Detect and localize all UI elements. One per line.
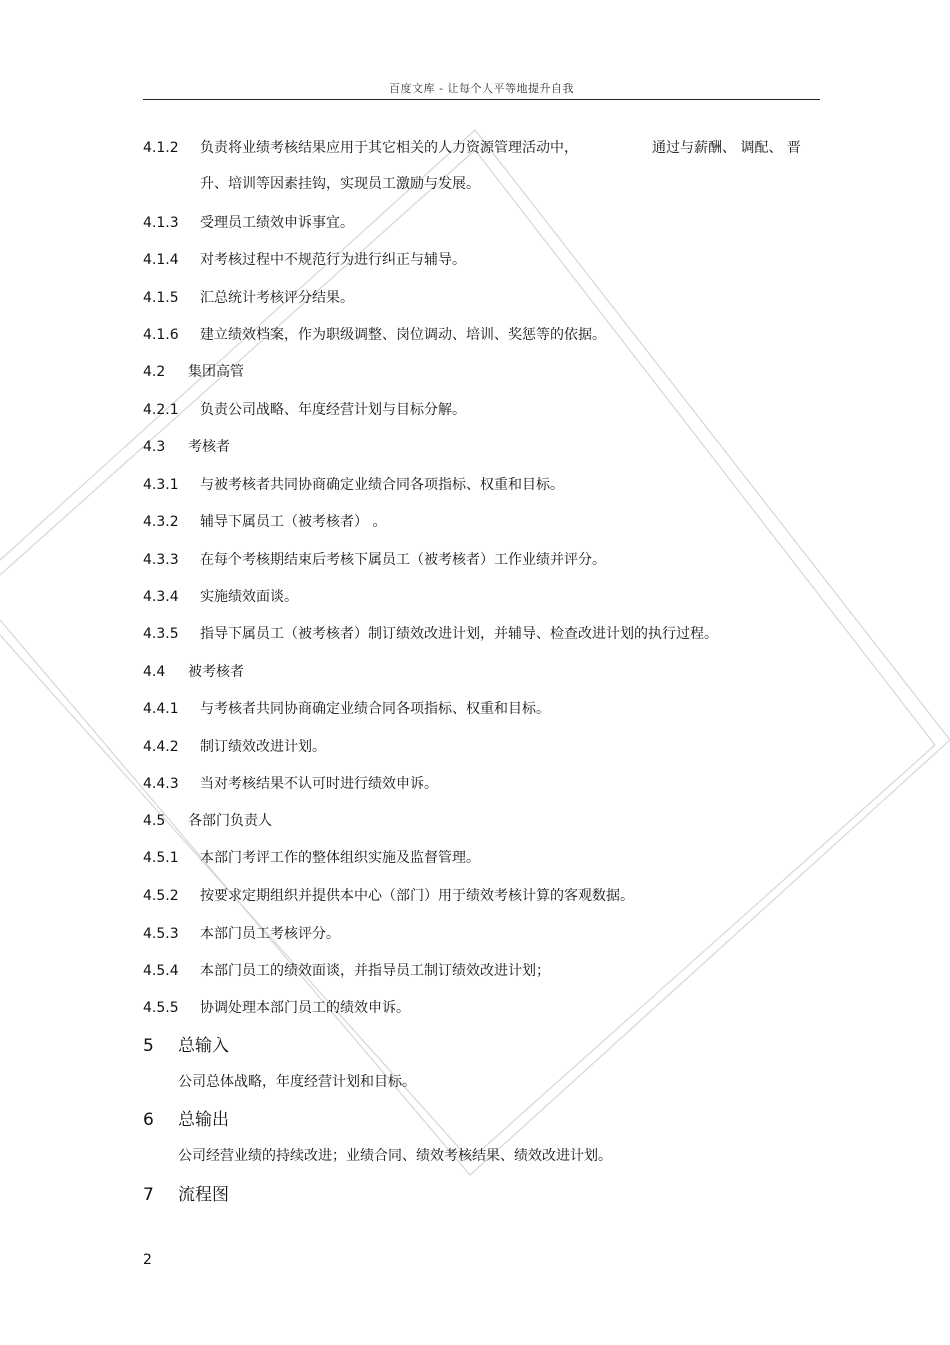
- item-text: 指导下属员工（被考核者）制订绩效改进计划，并辅导、检查改进计划的执行过程。: [200, 626, 718, 642]
- subsection-title: 被考核者: [188, 664, 244, 680]
- subsection-number: 4.4: [143, 664, 166, 680]
- subsection-title: 集团高管: [188, 364, 244, 380]
- item-number: 4.1.5: [143, 290, 179, 306]
- item-text: 本部门员工考核评分。: [200, 926, 340, 942]
- item-text: 当对考核结果不认可时进行绩效申诉。: [200, 776, 438, 792]
- item-number: 4.1.2: [143, 140, 179, 156]
- item-text-continued: 通过与薪酬、 调配、 晋: [652, 140, 801, 156]
- item-text: 对考核过程中不规范行为进行纠正与辅导。: [200, 252, 466, 268]
- section-body: 公司经营业绩的持续改进；业绩合同、绩效考核结果、绩效改进计划。: [178, 1148, 612, 1164]
- section-title: 总输出: [178, 1110, 229, 1130]
- item-number: 4.3.4: [143, 589, 179, 605]
- item-number: 4.4.2: [143, 739, 179, 755]
- item-number: 4.5.1: [143, 850, 179, 866]
- subsection-number: 4.3: [143, 439, 166, 455]
- section-number: 5: [143, 1036, 154, 1056]
- item-text: 与被考核者共同协商确定业绩合同各项指标、权重和目标。: [200, 477, 564, 493]
- item-text: 协调处理本部门员工的绩效申诉。: [200, 1000, 410, 1016]
- item-text: 负责将业绩考核结果应用于其它相关的人力资源管理活动中，: [200, 140, 578, 156]
- page-number: 2: [143, 1252, 152, 1268]
- item-number: 4.1.6: [143, 327, 179, 343]
- subsection-title: 各部门负责人: [188, 813, 272, 829]
- item-number: 4.5.2: [143, 888, 179, 904]
- subsection-title: 考核者: [188, 439, 230, 455]
- item-text: 在每个考核期结束后考核下属员工（被考核者）工作业绩并评分。: [200, 552, 606, 568]
- section-body: 公司总体战略，年度经营计划和目标。: [178, 1074, 416, 1090]
- item-number: 4.2.1: [143, 402, 179, 418]
- section-title: 总输入: [178, 1036, 229, 1056]
- item-text: 本部门考评工作的整体组织实施及监督管理。: [200, 850, 480, 866]
- item-text: 汇总统计考核评分结果。: [200, 290, 354, 306]
- item-text: 建立绩效档案，作为职级调整、岗位调动、培训、奖惩等的依据。: [200, 327, 606, 343]
- item-number: 4.4.3: [143, 776, 179, 792]
- item-number: 4.1.4: [143, 252, 179, 268]
- item-number: 4.5.5: [143, 1000, 179, 1016]
- subsection-number: 4.2: [143, 364, 166, 380]
- item-text: 负责公司战略、年度经营计划与目标分解。: [200, 402, 466, 418]
- item-number: 4.3.2: [143, 514, 179, 530]
- item-number: 4.3.3: [143, 552, 179, 568]
- item-text: 与考核者共同协商确定业绩合同各项指标、权重和目标。: [200, 701, 550, 717]
- item-text: 受理员工绩效申诉事宜。: [200, 215, 354, 231]
- item-text: 制订绩效改进计划。: [200, 739, 326, 755]
- item-text: 辅导下属员工（被考核者） 。: [200, 514, 387, 530]
- page-header: 百度文库 - 让每个人平等地提升自我: [389, 82, 574, 95]
- item-number: 4.5.3: [143, 926, 179, 942]
- item-text: 实施绩效面谈。: [200, 589, 298, 605]
- item-number: 4.3.5: [143, 626, 179, 642]
- item-number: 4.1.3: [143, 215, 179, 231]
- subsection-number: 4.5: [143, 813, 166, 829]
- section-number: 7: [143, 1185, 154, 1205]
- header-rule: [143, 99, 820, 100]
- item-text: 按要求定期组织并提供本中心（部门）用于绩效考核计算的客观数据。: [200, 888, 634, 904]
- item-number: 4.3.1: [143, 477, 179, 493]
- item-text: 本部门员工的绩效面谈，并指导员工制订绩效改进计划；: [200, 963, 550, 979]
- item-number: 4.4.1: [143, 701, 179, 717]
- section-title: 流程图: [178, 1185, 229, 1205]
- item-number: 4.5.4: [143, 963, 179, 979]
- section-number: 6: [143, 1110, 154, 1130]
- item-text-wrap: 升、培训等因素挂钩，实现员工激励与发展。: [200, 176, 480, 192]
